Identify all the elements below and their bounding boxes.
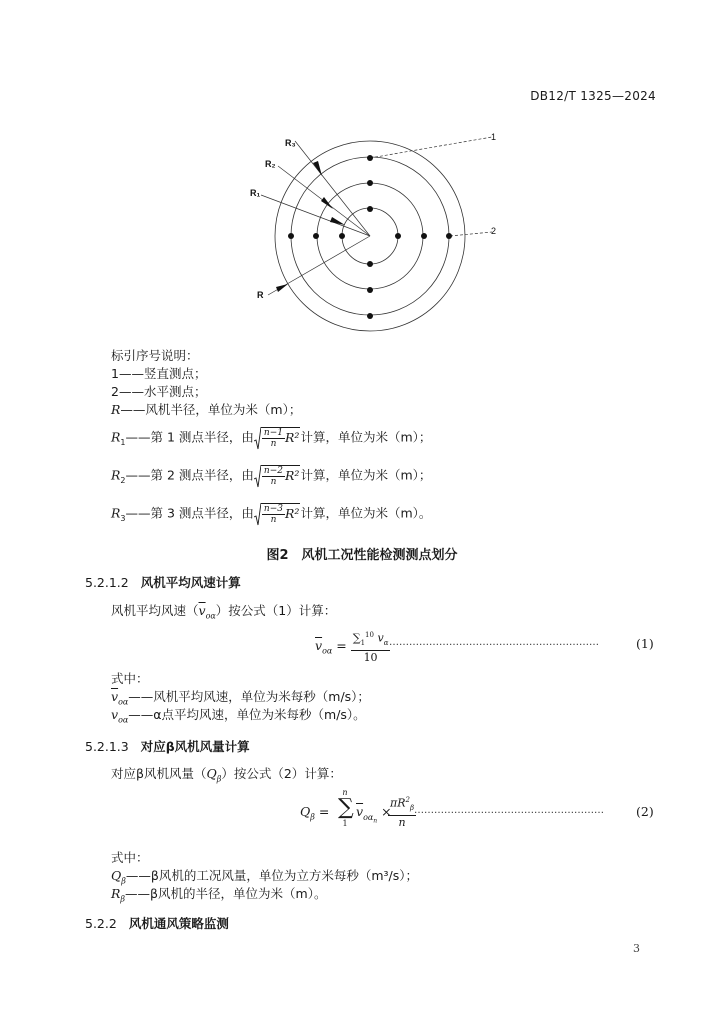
arrowhead-R2 (321, 197, 333, 209)
section-5-2-1-3-intro: 对应β风机风量$(Q_\beta)$按公式（2）计算： (111, 766, 342, 784)
horizontal-point (288, 233, 294, 239)
legend-item-R3: $R_3——$第 3 测点半径，由 $\frac{n-3}{n}$ R²计算，单位为米（m）。 (111, 504, 432, 525)
legend-item-R: R——风机半径，单位为米（m）； (111, 402, 302, 417)
definition-v-o-alpha-avg: $\overline{v}_{o\alpha}——$风机平均风速，单位为米每秒（m/s）； (111, 689, 370, 707)
formula-1: $\overline{v}_{o\alpha}$ = $\frac{\sum_1^{10} v_\alpha}{10}$ (315, 628, 390, 665)
where-label-1: 式中： (111, 671, 149, 686)
definition-R-beta: $R_\beta——\beta$风机的半径，单位为米（m）。 (111, 886, 327, 904)
measuring-point-diagram (240, 125, 510, 340)
page-number: 3 (633, 942, 640, 955)
vertical-point (367, 206, 373, 212)
formula-2-fraction: $\pi R^2_\beta$ n (388, 793, 416, 830)
horizontal-point (421, 233, 427, 239)
where-label-2: 式中： (111, 850, 149, 865)
legend-item-1: 1——竖直测点； (111, 366, 207, 381)
leader-dots-2: ………………………………………………… (414, 805, 604, 816)
leader-line-1 (370, 137, 492, 158)
vertical-point (367, 180, 373, 186)
section-heading-5-2-1-3: 5.2.1.3 对应β风机风量计算 (85, 739, 250, 754)
vertical-point (367, 287, 373, 293)
document-code: DB12/T 1325—2024 (530, 89, 656, 103)
figure-caption: 图2 风机工况性能检测测点划分 (266, 548, 458, 563)
formula-1-number: (1) (636, 636, 654, 651)
label-R: R (257, 290, 264, 300)
arrowhead-R3 (313, 161, 322, 176)
definition-Q-beta: $Q_\beta——\beta$风机的工况风量，单位为立方米每秒（m³/s）； (111, 868, 419, 886)
formula-2-lhs: $Q_\beta$ = (300, 804, 330, 822)
definition-v-o-alpha: $v_{o\alpha}——\alpha$点平均风速，单位为米每秒（m/s）。 (111, 707, 366, 725)
label-R1: R₁ (250, 188, 261, 198)
formula-2-sum: n ∑ 1 (338, 788, 354, 828)
legend-item-R1: $R_1——$第 1 测点半径，由 $\frac{n-1}{n}$ R²计算，单位为米（m）； (111, 428, 432, 449)
horizontal-point (313, 233, 319, 239)
section-5-2-1-2-intro: 风机平均风速$(\overline{v}_{o\alpha})$按公式（1）计算： (111, 603, 337, 621)
section-heading-5-2-1-2: 5.2.1.2 风机平均风速计算 (85, 575, 241, 590)
callout-2: 2 (491, 226, 497, 236)
formula-2-number: (2) (636, 804, 654, 819)
section-heading-5-2-2: 5.2.2 风机通风策略监测 (85, 916, 229, 931)
label-R2: R₂ (265, 159, 276, 169)
legend-item-R2: $R_2——$第 2 测点半径，由 $\frac{n-2}{n}$ R²计算，单位为米（m）； (111, 466, 432, 487)
arrowhead-R (276, 284, 288, 292)
horizontal-point (446, 233, 452, 239)
leader-dots-1: ……………………………………………………… (389, 637, 599, 648)
legend-title: 标引序号说明： (111, 348, 199, 363)
label-R3: R₃ (285, 138, 296, 148)
legend-item-2: 2——水平测点； (111, 384, 207, 399)
vertical-point (367, 313, 373, 319)
callout-1: 1 (491, 132, 497, 142)
vertical-point (367, 261, 373, 267)
vertical-point (367, 155, 373, 161)
horizontal-point (339, 233, 345, 239)
horizontal-point (395, 233, 401, 239)
formula-2-term: $\overline{v}_{o\alpha_n}$ × (356, 804, 392, 825)
leader-line-2 (450, 232, 492, 236)
